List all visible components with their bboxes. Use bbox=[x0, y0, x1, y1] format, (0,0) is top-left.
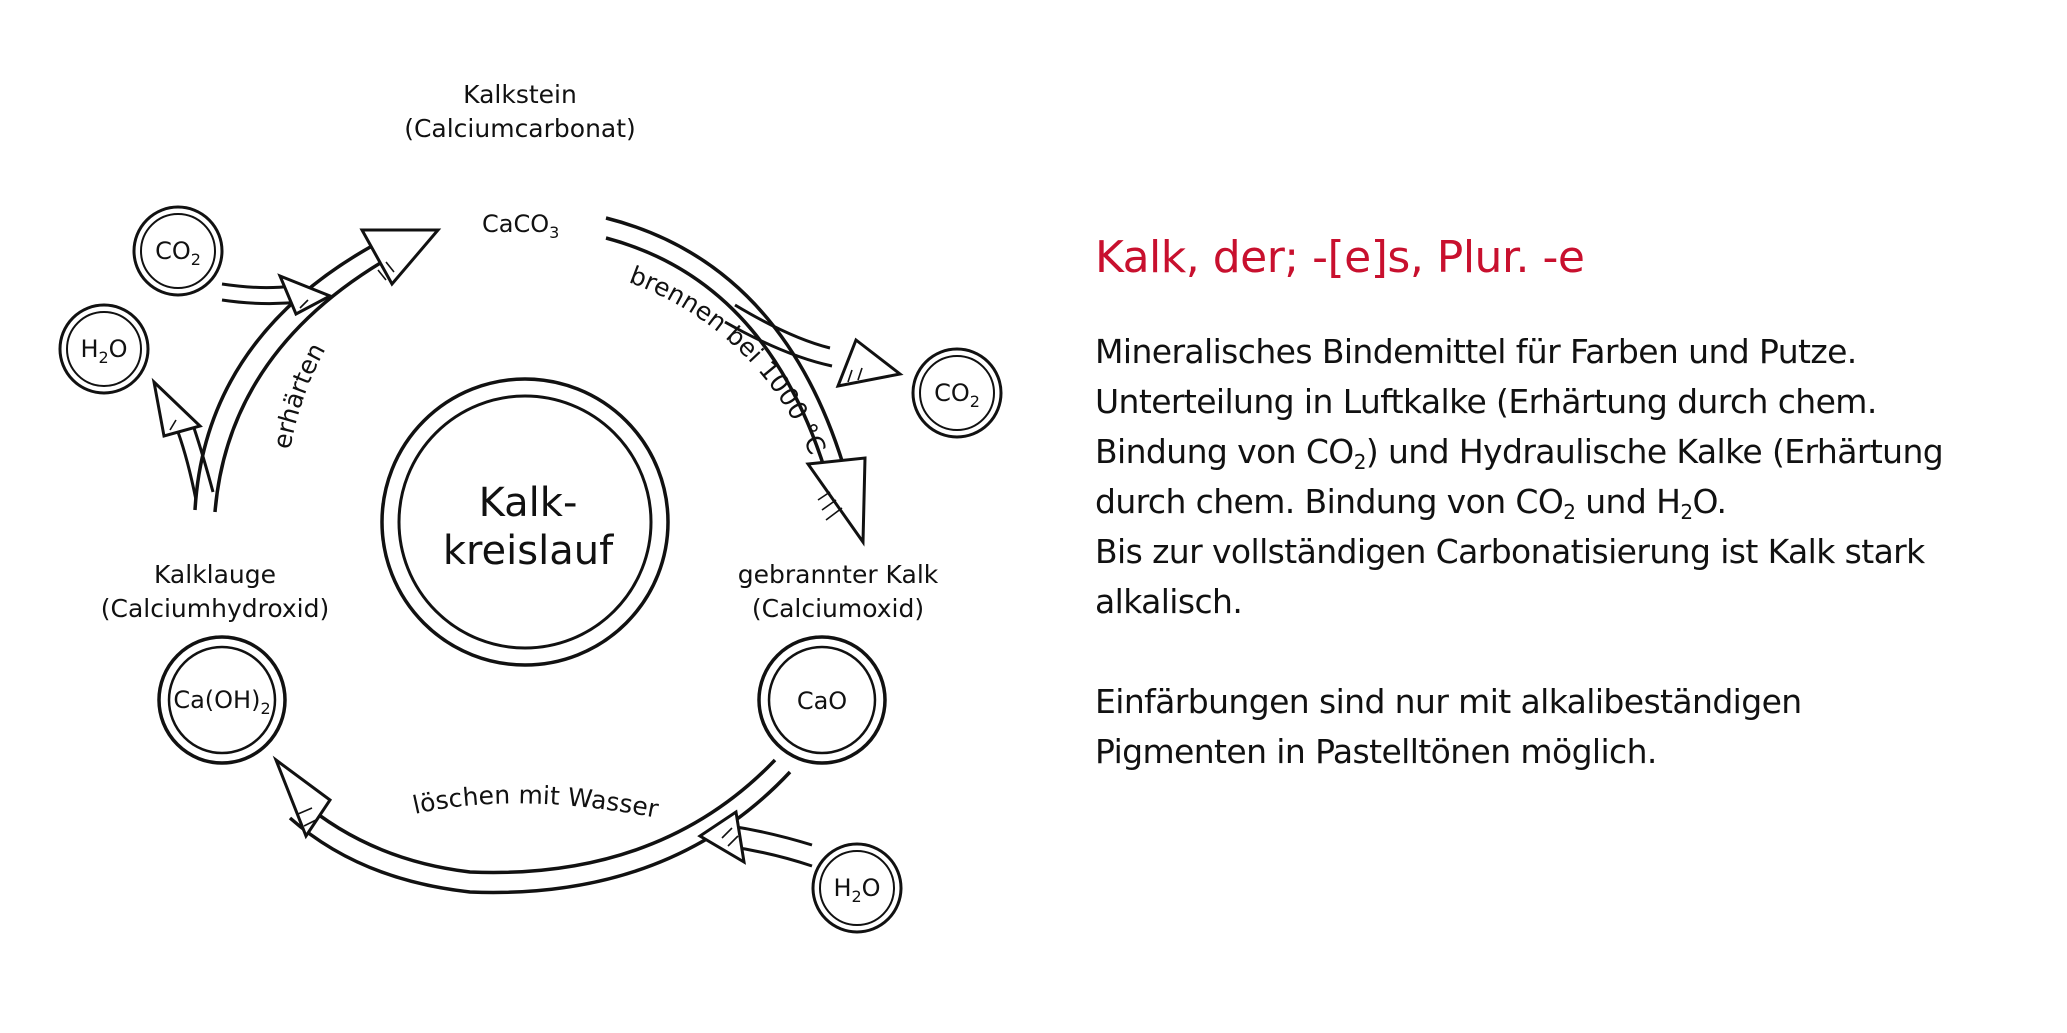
paragraph1-line6: alkalisch. bbox=[1095, 582, 1243, 621]
paragraph1-line3: Bindung von $CO_2$) und Hydraulische Kalke (Erhärtung bbox=[1095, 432, 1944, 474]
quicklime-desc: (Calciumoxid) bbox=[751, 594, 925, 623]
center-circle bbox=[382, 379, 668, 665]
harden-label: erhärten bbox=[267, 338, 332, 452]
svg-text:CO2: $CO_2$ bbox=[934, 379, 980, 411]
quicklime-name: gebrannter Kalk bbox=[737, 560, 939, 589]
quicklime-circle bbox=[759, 637, 885, 763]
limestone-formula-base: CaCO bbox=[482, 210, 550, 238]
slaked-lime-formula bbox=[173, 686, 270, 718]
slake-label: löschen mit Wasser bbox=[410, 780, 661, 824]
paragraph1-line2: Unterteilung in Luftkalke (Erhärtung durch chem. bbox=[1095, 382, 1877, 421]
paragraph2-line1: Einfärbungen sind nur mit alkalibeständigen bbox=[1095, 682, 1802, 721]
definition-paragraph-2 bbox=[1095, 677, 2055, 777]
definition-panel bbox=[1095, 232, 2055, 777]
definition-paragraph-1 bbox=[1095, 327, 2055, 627]
slaked-lime-desc: (Calciumhydroxid) bbox=[100, 594, 330, 623]
paragraph1-line5: Bis zur vollständigen Carbonatisierung ist Kalk stark bbox=[1095, 532, 1925, 571]
co2-molecule-right bbox=[913, 349, 1001, 437]
limestone-desc: (Calciumcarbonat) bbox=[404, 114, 636, 143]
paragraph2-line2: Pigmenten in Pastelltönen möglich. bbox=[1095, 732, 1657, 771]
co2-molecule-left bbox=[134, 207, 222, 295]
burn-label: brennen bei 1000 °C bbox=[625, 260, 832, 459]
svg-text:H2O: $H_2O$ bbox=[833, 874, 881, 906]
svg-text:CO2: $CO_2$ bbox=[155, 237, 201, 269]
h2o-release-arrow-left bbox=[154, 382, 213, 500]
h2o-molecule-left bbox=[60, 305, 148, 393]
slaked-lime-circle bbox=[159, 637, 285, 763]
svg-text:H2O: $H_2O$ bbox=[80, 335, 128, 367]
co2-input-arrow-left bbox=[222, 276, 330, 314]
slaked-formula-base: Ca(OH) bbox=[173, 686, 261, 714]
h2o-input-arrow-bottom bbox=[700, 812, 812, 866]
center-title-line2: kreislauf bbox=[442, 528, 614, 574]
paragraph1-line1: Mineralisches Bindemittel für Farben und Putze. bbox=[1095, 332, 1857, 371]
paragraph1-line4: durch chem. Bindung von $CO_2$ und $H_2O$. bbox=[1095, 482, 1727, 524]
limestone-formula bbox=[482, 210, 559, 242]
center-title-line1: Kalk- bbox=[478, 480, 578, 526]
slaked-formula-sub: 2 bbox=[260, 699, 271, 718]
quicklime-formula: CaO bbox=[796, 687, 848, 715]
h2o-molecule-bottom bbox=[813, 844, 901, 932]
limestone-formula-sub: 3 bbox=[549, 223, 560, 242]
definition-title: Kalk, der; -[e]s, Plur. -e bbox=[1095, 232, 1585, 283]
limestone-name: Kalkstein bbox=[463, 80, 577, 109]
slaked-lime-name: Kalklauge bbox=[153, 560, 277, 589]
